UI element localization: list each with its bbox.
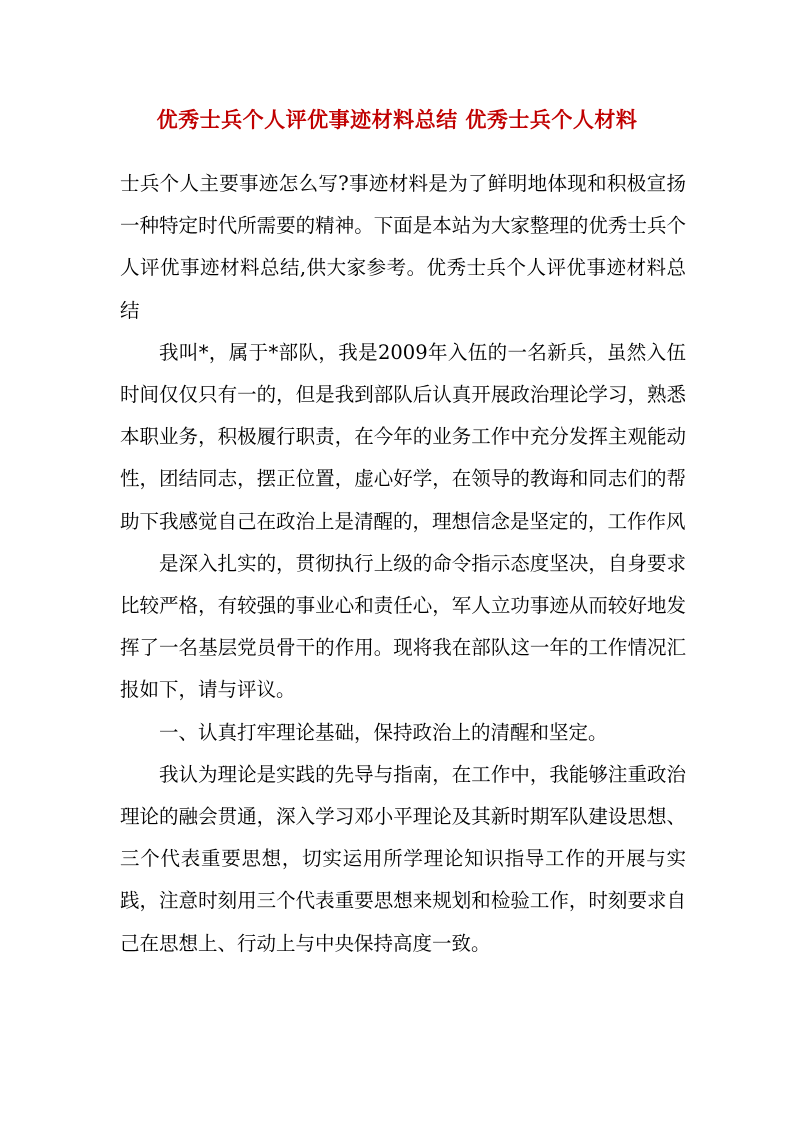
body-paragraph: 我叫*，属于*部队，我是2009年入伍的一名新兵，虽然入伍时间仅仅只有一的，但是我到部队后认真开展政治理论学习，熟悉本职业务，积极履行职责，在今年的业务工作中充分发挥主观能动性，团结同志，摆正位置，虚心好学，在领导的教诲和同志们的帮助下我感觉自己在政治上是清醒的，理想信念是坚定的，工作作风: [120, 340, 686, 533]
intro-paragraph: 士兵个人主要事迹怎么写?事迹材料是为了鲜明地体现和积极宣扬一种特定时代所需要的精神。下面是本站为大家整理的优秀士兵个人评优事迹材料总结,供大家参考。优秀士兵个人评优事迹材料总结: [120, 172, 686, 322]
section-heading: 一、认真打牢理论基础，保持政治上的清醒和坚定。: [159, 720, 608, 744]
body-paragraph: 是深入扎实的，贯彻执行上级的命令指示态度坚决，自身要求比较严格，有较强的事业心和责任心，军人立功事迹从而较好地发挥了一名基层党员骨干的作用。现将我在部队这一年的工作情况汇报如下，请与评议。: [120, 551, 686, 702]
document-body: [120, 163, 686, 965]
body-paragraph: 我认为理论是实践的先导与指南，在工作中，我能够注重政治理论的融会贯通，深入学习邓小平理论及其新时期军队建设思想、三个代表重要思想，切实运用所学理论知识指导工作的开展与实践，注意时刻用三个代表重要思想来规划和检验工作，时刻要求自己在思想上、行动上与中央保持高度一致。: [120, 762, 686, 955]
document-title: 优秀士兵个人评优事迹材料总结 优秀士兵个人材料: [156, 107, 638, 132]
